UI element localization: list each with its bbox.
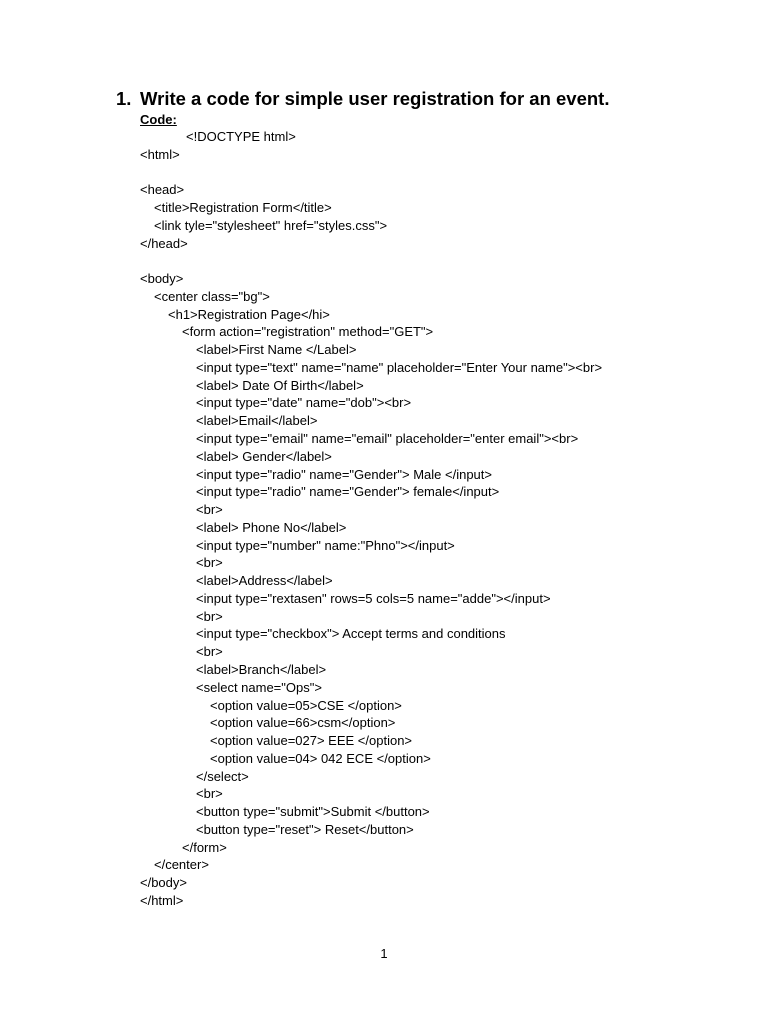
code-line: <h1>Registration Page</hi> <box>168 306 330 322</box>
code-line: <input type="rextasen" rows=5 cols=5 name="adde"></input> <box>196 590 551 606</box>
code-line: <input type="date" name="dob"><br> <box>196 395 412 411</box>
question-heading <box>116 88 609 110</box>
code-line: <link tyle="stylesheet" href="styles.css"> <box>154 217 388 233</box>
question-text: Write a code for simple user registration for an event. <box>140 88 610 109</box>
code-line: </form> <box>182 839 227 855</box>
code-line: <label>Email</label> <box>196 413 318 429</box>
code-line: <html> <box>140 146 180 162</box>
code-line: <select name="Ops"> <box>196 679 322 695</box>
code-line: <input type="radio" name="Gender"> female</input> <box>196 484 500 500</box>
code-line: <label>Address</label> <box>196 573 333 589</box>
code-line: <br> <box>196 502 223 518</box>
code-line: <input type="text" name="name" placeholder="Enter Your name"><br> <box>196 359 603 375</box>
code-line: </center> <box>154 857 209 873</box>
code-line: <input type="email" name="email" placeholder="enter email"><br> <box>196 431 579 447</box>
code-line: <option value=05>CSE </option> <box>210 697 402 713</box>
code-line: <input type="radio" name="Gender"> Male </input> <box>196 466 492 482</box>
code-line: </head> <box>140 235 188 251</box>
code-line: <input type="checkbox"> Accept terms and conditions <box>196 626 506 642</box>
code-line: <br> <box>196 644 223 660</box>
question-number: 1. <box>116 88 132 109</box>
code-line: <title>Registration Form</title> <box>154 200 332 216</box>
code-line: </body> <box>140 875 187 891</box>
code-line: <center class="bg"> <box>154 288 270 304</box>
page-number: 1 <box>380 946 388 961</box>
code-line: <br> <box>196 786 223 802</box>
code-line: <input type="number" name:"Phno"></input> <box>196 537 455 553</box>
code-line: <label>Branch</label> <box>196 661 327 677</box>
code-line: <button type="submit">Submit </button> <box>196 804 430 820</box>
code-line: </html> <box>140 892 184 908</box>
code-label: Code: <box>140 112 177 127</box>
code-line: <option value=027> EEE </option> <box>210 733 413 749</box>
code-line: <label> Gender</label> <box>196 448 332 464</box>
code-line: <br> <box>196 608 223 624</box>
code-line <box>140 164 602 182</box>
code-line: <br> <box>196 555 223 571</box>
code-line: <label> Date Of Birth</label> <box>196 377 364 393</box>
code-line: <head> <box>140 182 185 198</box>
code-line: <form action="registration" method="GET"> <box>182 324 434 340</box>
code-line: </select> <box>196 768 249 784</box>
code-block <box>140 128 602 910</box>
code-line <box>140 252 602 270</box>
code-line: <body> <box>140 271 184 287</box>
code-line: <!DOCTYPE html> <box>186 129 296 144</box>
code-line: <option value=04> 042 ECE </option> <box>210 750 431 766</box>
code-line: <button type="reset"> Reset</button> <box>196 821 414 837</box>
code-line: <option value=66>csm</option> <box>210 715 396 731</box>
code-line: <label>First Name </Label> <box>196 342 357 358</box>
code-line: <label> Phone No</label> <box>196 519 347 535</box>
